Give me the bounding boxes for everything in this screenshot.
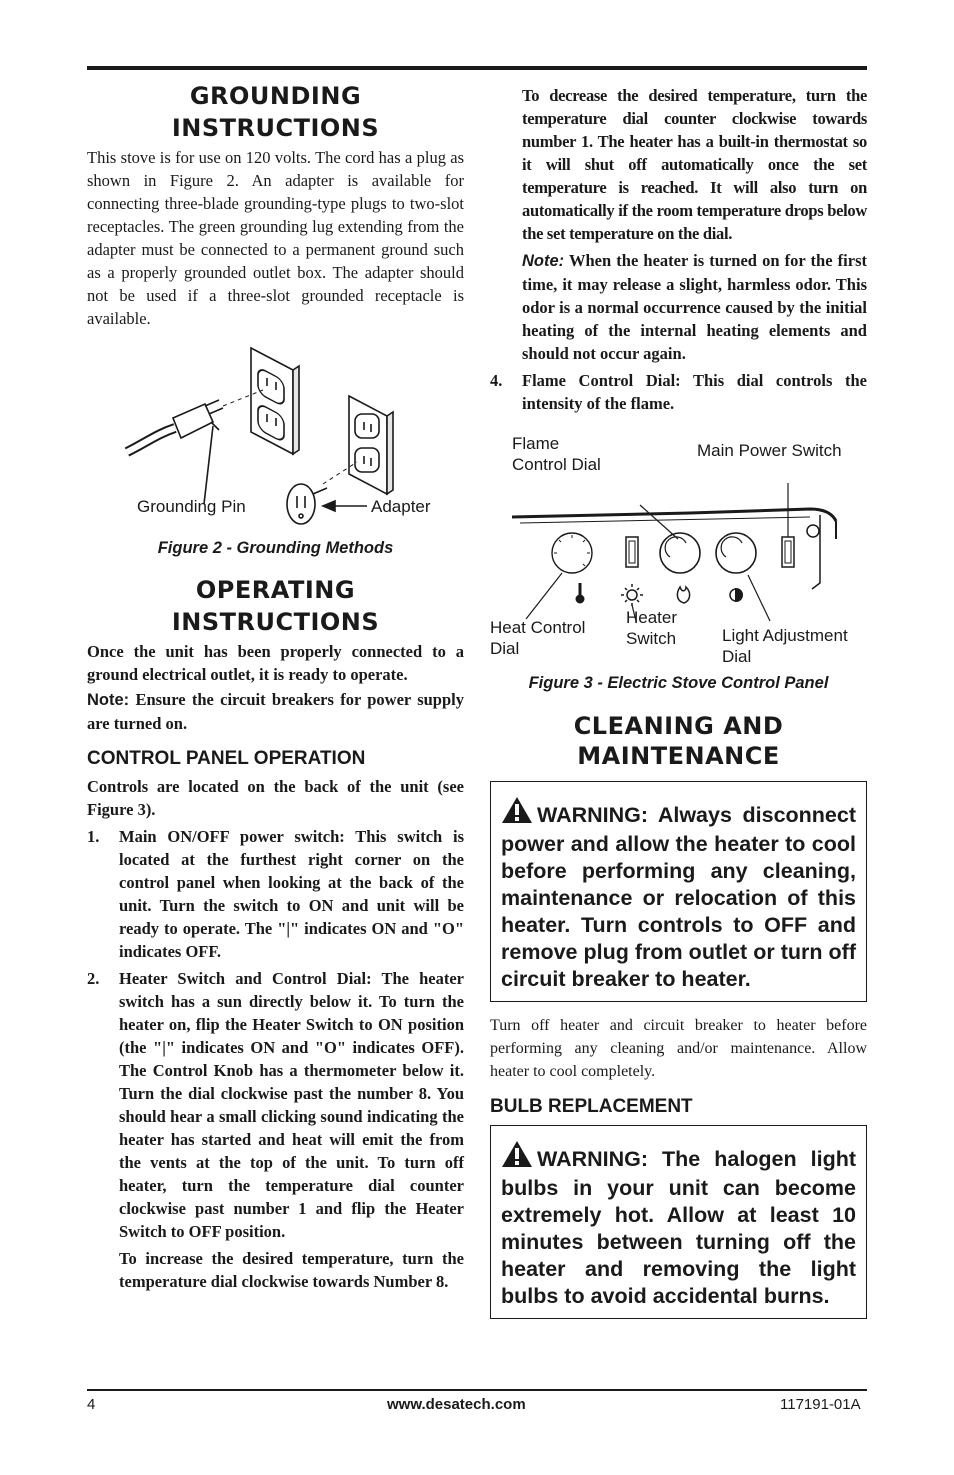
list-item-4-number: 4.: [490, 371, 503, 390]
list-item-4: [490, 369, 867, 415]
light-adjustment-dial-label: [722, 625, 848, 667]
flame-label-line2: Control Dial: [512, 455, 601, 474]
list-item-2: [87, 967, 464, 1243]
cleaning-warning-box: [490, 781, 867, 1002]
cleaning-heading-line2: MAINTENANCE: [577, 742, 780, 770]
light-label-line2: Dial: [722, 647, 752, 666]
top-rule: [87, 66, 867, 70]
grounding-heading-line1: GROUNDING: [189, 82, 362, 110]
list-item-1-text: Main ON/OFF power switch: This switch is located at the furthest right corner on the control panel when looking at the back of the unit. Turn the switch to ON and unit will be ready to operate. The "|" indicates ON and "O" indicates OFF.: [119, 827, 464, 961]
note-label: Note:: [87, 691, 130, 709]
main-power-switch-label: Main Power Switch: [697, 441, 842, 460]
operating-note: [87, 688, 464, 735]
heater-switch-label: [626, 607, 677, 649]
odor-note: [490, 249, 867, 365]
cleaning-body: Turn off heater and circuit breaker to heater before performing any cleaning and/or maintenance. Allow heater to cool completely.: [490, 1017, 867, 1080]
website-url: www.desatech.com: [387, 1396, 526, 1413]
operating-heading: [87, 574, 464, 638]
left-column: [87, 80, 464, 1293]
list-item-2-number: 2.: [87, 969, 100, 988]
heater-label-line2: Switch: [626, 629, 677, 648]
warning-icon: [501, 796, 533, 831]
increase-temperature-paragraph: [87, 1247, 464, 1293]
figure-3-caption: Figure 3 - Electric Stove Control Panel: [528, 674, 829, 692]
operating-heading-line2: INSTRUCTIONS: [171, 608, 380, 636]
operating-heading-line1: OPERATING: [195, 576, 356, 604]
decrease-temperature-text: To decrease the desired temperature, turn the temperature dial counter clockwise towards number 1. The heater has a built-in thermostat so it will shut off automatically once the set temperature is reached. It will also turn on automatically if the room temperature drops below the set temperature on the dial.: [522, 86, 867, 243]
bulb-warning-box: [490, 1125, 867, 1319]
light-label-line1: Light Adjustment: [722, 626, 848, 645]
warning-icon: [501, 1140, 533, 1175]
note-text: Ensure the circuit breakers for power supply are turned on.: [87, 690, 464, 733]
bottom-rule: [87, 1389, 867, 1391]
figure-2: [87, 344, 464, 529]
flame-label-line1: Flame: [512, 434, 560, 453]
heat-control-dial: [552, 533, 592, 573]
cleaning-heading: [490, 711, 867, 771]
figure-3: [490, 434, 867, 688]
heat-label-line1: Heat Control: [490, 618, 586, 637]
list-item-1: [87, 825, 464, 963]
controls-intro: Controls are located on the back of the unit (see Figure 3).: [87, 777, 464, 819]
grounding-body: This stove is for use on 120 volts. The cord has a plug as shown in Figure 2. An adapter is available for connecting three-blade grounding-type plugs to two-slot receptacles. The green grounding lug extending from the adapter must be connected to a permanent ground such as a properly grounded outlet box. The adapter should not be used if a three-slot grounded receptacle is available.: [87, 148, 464, 328]
adapter-label: Adapter: [371, 497, 431, 516]
bulb-replacement-heading: BULB REPLACEMENT: [490, 1096, 693, 1117]
odor-note-label: Note:: [522, 252, 565, 270]
odor-note-text: When the heater is turned on for the first time, it may release a slight, harmless odor. This odor is a normal occurrence caused by the initial heating of the internal heating elements and should not occur again.: [522, 251, 867, 363]
list-item-4-text: Flame Control Dial: This dial controls the intensity of the flame.: [522, 371, 867, 413]
page-number: 4: [87, 1396, 96, 1413]
grounding-heading-line2: INSTRUCTIONS: [171, 114, 380, 142]
heater-label-line1: Heater: [626, 608, 678, 627]
right-column: [490, 84, 867, 1319]
grounding-heading: [87, 80, 464, 144]
heat-control-dial-label: [490, 617, 585, 659]
increase-temperature-text: To increase the desired temperature, turn the temperature dial clockwise towards Number 8.: [119, 1249, 464, 1291]
grounding-pin-label: Grounding Pin: [137, 497, 246, 516]
cleaning-warning-text: WARNING: Always disconnect power and allow the heater to cool before performing any cleaning, maintenance or relocation of this heater. Turn controls to OFF and remove plug from outlet or turn off circuit breaker to heater.: [501, 803, 856, 991]
operating-intro: Once the unit has been properly connected to a ground electrical outlet, it is ready to operate.: [87, 642, 464, 684]
document-number: 117191-01A: [780, 1396, 861, 1413]
list-item-1-number: 1.: [87, 827, 100, 846]
heat-label-line2: Dial: [490, 639, 520, 658]
bulb-warning-text: WARNING: The halogen light bulbs in your unit can become extremely hot. Allow at least 10 minutes between turning off the heater and removing the light bulbs to avoid accidental burns.: [501, 1147, 856, 1308]
list-item-2-text: Heater Switch and Control Dial: The heater switch has a sun directly below it. To turn the heater on, flip the Heater Switch to ON position (the "|" indicates ON and "O" indicates OFF). The Control Knob has a thermometer below it. Turn the dial clockwise past the number 8. You should hear a small clicking sound indicating the heater has started and heat will emit the from the vents at the top of the unit. To turn off heater, turn the temperature dial counter clockwise past number 1 and flip the Heater Switch to OFF position.: [119, 969, 464, 1241]
decrease-temperature-paragraph: [490, 84, 867, 245]
cleaning-heading-line1: CLEANING AND: [573, 712, 784, 740]
flame-control-dial-label: [512, 433, 601, 475]
figure-2-caption: Figure 2 - Grounding Methods: [157, 539, 394, 557]
control-panel-heading: CONTROL PANEL OPERATION: [87, 748, 366, 769]
